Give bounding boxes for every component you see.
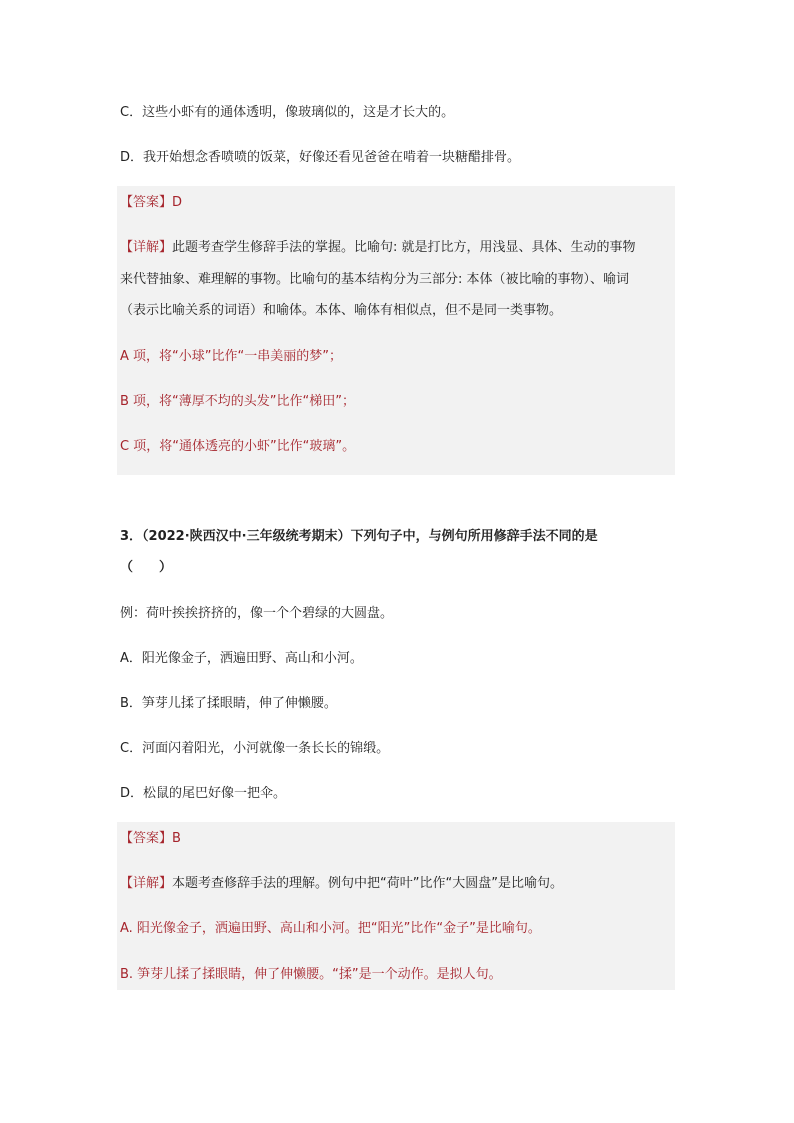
answer-q2: [120, 194, 182, 212]
detail-q2-b: B 项，将“薄厚不均的头发”比作“梯田”；: [120, 394, 355, 409]
answer-value: B: [172, 831, 181, 846]
option-d: D．我开始想念香喷喷的饭菜，好像还看见爸爸在啃着一块糖醋排骨。: [120, 150, 521, 165]
question-3-stem: 3．（2022·陕西汉中·三年级统考期末）下列句子中，与例句所用修辞手法不同的是: [120, 529, 598, 544]
answer-box-q2: [117, 186, 675, 475]
answer-q3: [120, 830, 181, 848]
question-3-option-c: C．河面闪着阳光，小河就像一条长长的锦缎。: [120, 741, 390, 756]
detail-text: 此题考查学生修辞手法的掌握。比喻句: 就是打比方，用浅显、具体、生动的事物: [172, 240, 636, 255]
answer-value: D: [172, 195, 183, 210]
detail-q2-line1: [120, 239, 636, 257]
answer-box-q3: [117, 822, 675, 990]
question-3-paren: （ ）: [120, 560, 173, 575]
answer-label: 【答案】: [120, 831, 173, 846]
detail-q2-line2: 来代替抽象、难理解的事物。比喻句的基本结构分为三部分: 本体（被比喻的事物）、喻词: [120, 272, 630, 287]
detail-q3-b: B. 笋芽儿揉了揉眼睛，伸了伸懒腰。“揉”是一个动作。是拟人句。: [120, 967, 502, 982]
detail-q2-a: A 项，将“小球”比作“一串美丽的梦”；: [120, 349, 342, 364]
detail-q2-c: C 项，将“通体透亮的小虾”比作“玻璃”。: [120, 439, 356, 454]
question-3-option-a: A．阳光像金子，洒遍田野、高山和小河。: [120, 651, 363, 666]
detail-q3-line1: [120, 875, 563, 893]
option-c: C．这些小虾有的通体透明，像玻璃似的，这是才长大的。: [120, 105, 455, 120]
detail-q3-a: A. 阳光像金子，洒遍田野、高山和小河。把“阳光”比作“金子”是比喻句。: [120, 921, 541, 936]
detail-text: 本题考查修辞手法的理解。例句中把“荷叶”比作“大圆盘”是比喻句。: [172, 876, 563, 891]
answer-label: 【答案】: [120, 195, 173, 210]
detail-q2-line3: （表示比喻关系的词语）和喻体。本体、喻体有相似点，但不是同一类事物。: [120, 303, 563, 318]
detail-label: 【详解】: [120, 876, 173, 891]
question-3-option-d: D．松鼠的尾巴好像一把伞。: [120, 786, 287, 801]
detail-label: 【详解】: [120, 240, 173, 255]
question-3-example: 例：荷叶挨挨挤挤的，像一个个碧绿的大圆盘。: [120, 606, 394, 621]
question-3-option-b: B．笋芽儿揉了揉眼睛，伸了伸懒腰。: [120, 696, 337, 711]
